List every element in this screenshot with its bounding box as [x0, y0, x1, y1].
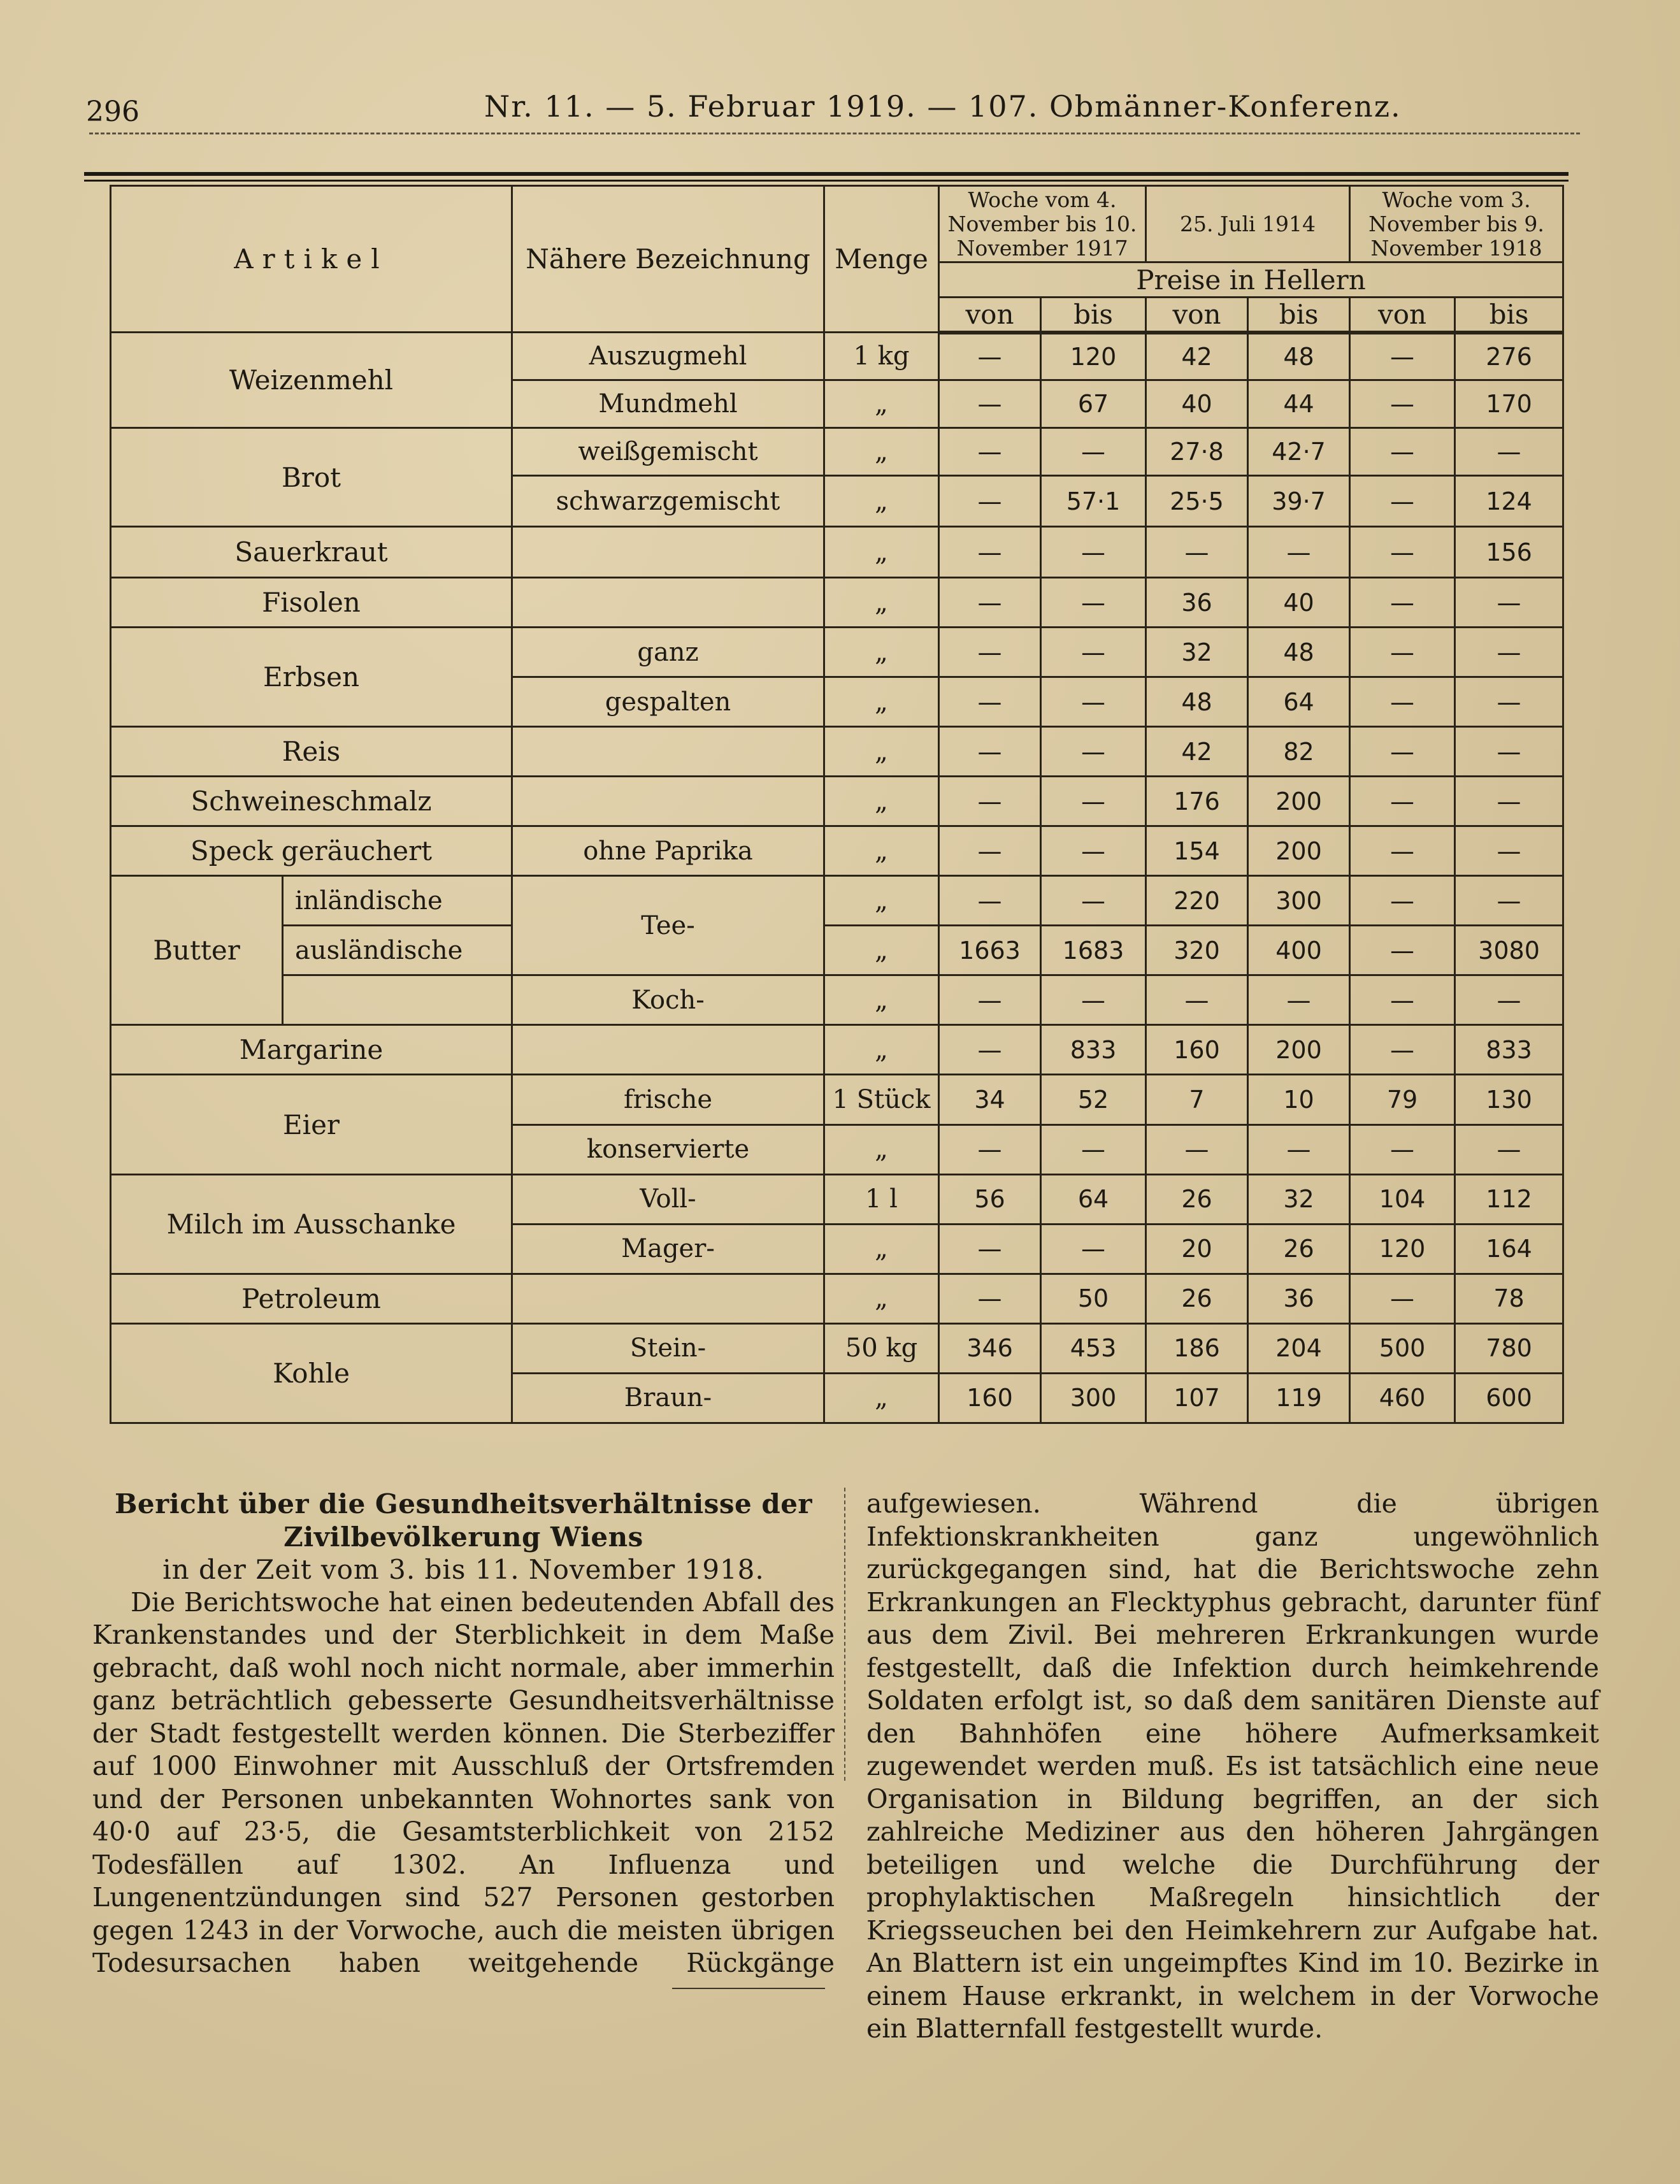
table-row — [111, 876, 1563, 926]
price-cell: — — [1350, 926, 1455, 975]
table-row — [111, 578, 1563, 628]
quantity-cell: „ — [824, 380, 939, 428]
header-bis: bis — [1248, 298, 1350, 333]
price-cell: 300 — [1041, 1373, 1146, 1423]
price-cell: 39·7 — [1248, 476, 1350, 527]
price-cell: — — [1350, 527, 1455, 578]
price-cell: 130 — [1455, 1075, 1563, 1124]
price-cell: — — [939, 876, 1041, 926]
price-cell: 50 — [1041, 1274, 1146, 1323]
table-row — [111, 1075, 1563, 1124]
price-cell: 220 — [1146, 876, 1248, 926]
header-period-1918: Woche vom 3. November bis 9. November 1918 — [1350, 186, 1563, 262]
price-cell: 42 — [1146, 727, 1248, 777]
quantity-cell: „ — [824, 727, 939, 777]
quantity-cell: „ — [824, 826, 939, 876]
page-number: 296 — [86, 96, 140, 128]
price-cell: — — [1350, 1025, 1455, 1075]
price-cell: 119 — [1248, 1373, 1350, 1423]
price-cell: — — [1350, 975, 1455, 1025]
price-cell: — — [1350, 876, 1455, 926]
table-row — [111, 777, 1563, 826]
column-divider — [844, 1488, 845, 1781]
price-cell: 112 — [1455, 1174, 1563, 1224]
price-cell: — — [1455, 876, 1563, 926]
header-bis: bis — [1455, 298, 1563, 333]
price-cell: — — [1350, 1274, 1455, 1323]
report-paragraph-right: aufgewiesen. Während die übrigen Infektionskrankheiten ganz ungewöhnlich zurückgegangen sind, hat die Berichtswoche zehn Erkrankungen an Flecktyphus gebracht, darunter fünf aus dem Zivil. Bei mehreren Erkrankungen wurde festgestellt, daß die Infektion durch heimkehrende Soldaten erfolgt ist, so daß dem sanitären Dienste auf den Bahnhöfen eine höhere Aufmerksamkeit zugewendet werden muß. Es ist tatsächlich eine neue Organisation in Bildung begriffen, an der sich zahlreiche Mediziner aus den höheren Jahrgängen beteiligen und welche die Durchführung der prophylaktischen Maßregeln hinsichtlich der Kriegsseuchen bei den Heimkehrern zur Aufgabe hat. An Blattern ist ein ungeimpftes Kind im 10. Bezirke in einem Hause erkrankt, in welchem in der Vorwoche ein Blatternfall festgestellt wurde. — [866, 1488, 1599, 2044]
price-cell: — — [1350, 333, 1455, 380]
description-cell — [512, 777, 824, 826]
price-cell: 104 — [1350, 1174, 1455, 1224]
price-cell: 200 — [1248, 1025, 1350, 1075]
quantity-cell: „ — [824, 527, 939, 578]
price-cell: 78 — [1455, 1274, 1563, 1323]
price-cell: — — [1350, 677, 1455, 727]
price-cell: — — [939, 527, 1041, 578]
price-cell: 82 — [1248, 727, 1350, 777]
price-cell: — — [939, 677, 1041, 727]
price-cell: 48 — [1146, 677, 1248, 727]
price-cell: 64 — [1248, 677, 1350, 727]
quantity-cell: „ — [824, 1025, 939, 1075]
report-title: Bericht über die Gesundheitsverhältnisse der Zivilbevölkerung Wiens — [114, 1488, 813, 1553]
price-cell: — — [1455, 777, 1563, 826]
price-cell: — — [939, 777, 1041, 826]
price-cell: 186 — [1146, 1323, 1248, 1373]
price-cell: — — [1350, 1124, 1455, 1174]
price-cell: — — [939, 1274, 1041, 1323]
price-cell: — — [1455, 628, 1563, 677]
quantity-cell: „ — [824, 1373, 939, 1423]
price-cell: 44 — [1248, 380, 1350, 428]
description-cell — [512, 1025, 824, 1075]
price-cell: — — [939, 975, 1041, 1025]
table-row — [111, 1025, 1563, 1075]
price-cell: 52 — [1041, 1075, 1146, 1124]
end-rule — [672, 1988, 825, 1989]
page-header — [0, 83, 1680, 134]
description-cell: schwarzgemischt — [512, 476, 824, 527]
description-cell: konservierte — [512, 1124, 824, 1174]
price-cell: — — [1041, 628, 1146, 677]
subcategory-cell: ausländische — [283, 926, 512, 975]
article-cell: Erbsen — [111, 628, 512, 727]
description-cell — [512, 727, 824, 777]
table-row — [111, 826, 1563, 876]
quantity-cell: „ — [824, 476, 939, 527]
price-cell: 79 — [1350, 1075, 1455, 1124]
article-cell: Reis — [111, 727, 512, 777]
price-cell: 160 — [939, 1373, 1041, 1423]
price-table-section — [84, 172, 1569, 1427]
table-row — [111, 975, 1563, 1025]
price-cell: 34 — [939, 1075, 1041, 1124]
price-cell: 200 — [1248, 777, 1350, 826]
price-cell: — — [1350, 380, 1455, 428]
price-cell: 156 — [1455, 527, 1563, 578]
price-cell: 833 — [1041, 1025, 1146, 1075]
description-cell: Stein- — [512, 1323, 824, 1373]
price-cell: 453 — [1041, 1323, 1146, 1373]
table-row — [111, 1174, 1563, 1224]
price-cell: — — [1350, 428, 1455, 476]
article-cell: Eier — [111, 1075, 512, 1174]
header-rule — [89, 133, 1580, 134]
description-cell: Koch- — [512, 975, 824, 1025]
article-cell: Kohle — [111, 1323, 512, 1423]
price-cell: 500 — [1350, 1323, 1455, 1373]
header-bezeichnung: Nähere Bezeichnung — [512, 186, 824, 333]
running-head: Nr. 11. — 5. Februar 1919. — 107. Obmänner-Konferenz. — [484, 89, 1402, 124]
price-cell: — — [939, 578, 1041, 628]
price-cell: — — [1455, 826, 1563, 876]
article-cell: Margarine — [111, 1025, 512, 1075]
price-table — [110, 185, 1564, 1424]
article-cell: Speck geräuchert — [111, 826, 512, 876]
price-cell: — — [1041, 578, 1146, 628]
quantity-cell: 1 l — [824, 1174, 939, 1224]
price-cell: 27·8 — [1146, 428, 1248, 476]
article-cell: Schweineschmalz — [111, 777, 512, 826]
article-cell: Fisolen — [111, 578, 512, 628]
price-cell: — — [1350, 628, 1455, 677]
price-cell: — — [1455, 975, 1563, 1025]
price-cell: 32 — [1248, 1174, 1350, 1224]
price-cell: 32 — [1146, 628, 1248, 677]
price-cell: 120 — [1041, 333, 1146, 380]
table-row — [111, 1323, 1563, 1373]
price-cell: 36 — [1248, 1274, 1350, 1323]
quantity-cell: „ — [824, 1124, 939, 1174]
description-cell — [512, 1274, 824, 1323]
price-cell: — — [1041, 527, 1146, 578]
price-cell: — — [1146, 975, 1248, 1025]
article-cell: Brot — [111, 428, 512, 527]
price-cell: — — [939, 1124, 1041, 1174]
price-cell: — — [1350, 777, 1455, 826]
price-cell: — — [939, 476, 1041, 527]
price-cell: 176 — [1146, 777, 1248, 826]
price-cell: 833 — [1455, 1025, 1563, 1075]
price-cell: — — [1350, 476, 1455, 527]
price-cell: 154 — [1146, 826, 1248, 876]
price-cell: 300 — [1248, 876, 1350, 926]
description-cell — [512, 578, 824, 628]
price-cell: 160 — [1146, 1025, 1248, 1075]
price-cell: — — [1248, 975, 1350, 1025]
header-preise: Preise in Hellern — [939, 262, 1563, 298]
price-cell: 346 — [939, 1323, 1041, 1373]
price-cell: — — [1041, 677, 1146, 727]
price-cell: — — [1455, 677, 1563, 727]
price-cell: — — [939, 333, 1041, 380]
price-cell: 48 — [1248, 333, 1350, 380]
description-cell: ohne Paprika — [512, 826, 824, 876]
article-cell: Butter — [111, 876, 283, 1025]
price-cell: 36 — [1146, 578, 1248, 628]
price-cell: 320 — [1146, 926, 1248, 975]
price-cell: 107 — [1146, 1373, 1248, 1423]
description-cell: weißgemischt — [512, 428, 824, 476]
price-cell: 25·5 — [1146, 476, 1248, 527]
price-cell: — — [939, 727, 1041, 777]
price-cell: 200 — [1248, 826, 1350, 876]
description-cell: Mager- — [512, 1224, 824, 1274]
price-cell: 26 — [1146, 1174, 1248, 1224]
quantity-cell: „ — [824, 926, 939, 975]
price-cell: — — [939, 380, 1041, 428]
quantity-cell: „ — [824, 1224, 939, 1274]
description-cell: Voll- — [512, 1174, 824, 1224]
price-cell: 460 — [1350, 1373, 1455, 1423]
report-paragraph-left: Die Berichtswoche hat einen bedeutenden Abfall des Krankenstandes und der Sterblichkeit in dem Maße gebracht, daß wohl noch nicht normale, aber immerhin ganz beträchtlich gebesserte Gesundheitsverhältnisse der Stadt festgestellt werden können. Die Sterbeziffer auf 1000 Einwohner mit Ausschluß der Ortsfremden und der Personen unbekannten Wohnortes sank von 40·0 auf 23·5, die Gesamtsterblichkeit von 2152 Todesfällen auf 1302. An Influenza und Lungenentzündungen sind 527 Personen gestorben gegen 1243 in der Vorwoche, auch die meisten übrigen Todesursachen haben weitgehende Rückgänge — [92, 1586, 835, 1978]
description-cell: Braun- — [512, 1373, 824, 1423]
article-cell: Sauerkraut — [111, 527, 512, 578]
header-bis: bis — [1041, 298, 1146, 333]
quantity-cell: 1 kg — [824, 333, 939, 380]
table-row — [111, 527, 1563, 578]
price-cell: — — [1041, 975, 1146, 1025]
description-cell: gespalten — [512, 677, 824, 727]
article-cell: Weizenmehl — [111, 333, 512, 428]
header-period-1914: 25. Juli 1914 — [1146, 186, 1350, 262]
table-row — [111, 428, 1563, 476]
report-right-column — [866, 1488, 1599, 2046]
price-cell: — — [1350, 727, 1455, 777]
quantity-cell: „ — [824, 578, 939, 628]
quantity-cell: „ — [824, 628, 939, 677]
price-cell: — — [939, 428, 1041, 476]
quantity-cell: „ — [824, 428, 939, 476]
price-cell: — — [1146, 527, 1248, 578]
subcategory-cell: inländische — [283, 876, 512, 926]
price-cell: — — [939, 1224, 1041, 1274]
table-row — [111, 926, 1563, 975]
price-cell: 124 — [1455, 476, 1563, 527]
report-left-column — [92, 1488, 835, 1980]
price-cell: — — [1248, 1124, 1350, 1174]
header-von: von — [1146, 298, 1248, 333]
table-row — [111, 333, 1563, 380]
price-cell: 780 — [1455, 1323, 1563, 1373]
table-top-rule — [84, 172, 1569, 176]
price-cell: 1683 — [1041, 926, 1146, 975]
price-cell: — — [1455, 727, 1563, 777]
price-cell: — — [1248, 527, 1350, 578]
price-cell: — — [1146, 1124, 1248, 1174]
description-cell: ganz — [512, 628, 824, 677]
table-row — [111, 628, 1563, 677]
health-report-section — [92, 1488, 1599, 2044]
price-cell: — — [1041, 727, 1146, 777]
table-row — [111, 727, 1563, 777]
description-cell: Auszugmehl — [512, 333, 824, 380]
price-cell: 276 — [1455, 333, 1563, 380]
header-artikel: Artikel — [111, 186, 512, 333]
price-cell: 120 — [1350, 1224, 1455, 1274]
header-period-1917: Woche vom 4. November bis 10. November 1917 — [939, 186, 1146, 262]
price-cell: 400 — [1248, 926, 1350, 975]
description-cell: Tee- — [512, 876, 824, 975]
description-cell — [512, 527, 824, 578]
price-cell: 40 — [1248, 578, 1350, 628]
subcategory-cell — [283, 975, 512, 1025]
price-cell: 170 — [1455, 380, 1563, 428]
price-cell: 26 — [1248, 1224, 1350, 1274]
price-cell: — — [939, 1025, 1041, 1075]
price-cell: 164 — [1455, 1224, 1563, 1274]
price-cell: 7 — [1146, 1075, 1248, 1124]
price-cell: 67 — [1041, 380, 1146, 428]
price-cell: 42·7 — [1248, 428, 1350, 476]
report-subtitle: in der Zeit vom 3. bis 11. November 1918. — [162, 1554, 765, 1585]
price-cell: — — [1455, 578, 1563, 628]
price-cell: — — [1041, 1124, 1146, 1174]
price-cell: 57·1 — [1041, 476, 1146, 527]
price-cell: 10 — [1248, 1075, 1350, 1124]
price-cell: 20 — [1146, 1224, 1248, 1274]
price-cell: 42 — [1146, 333, 1248, 380]
description-cell: frische — [512, 1075, 824, 1124]
price-cell: 3080 — [1455, 926, 1563, 975]
price-cell: — — [1350, 826, 1455, 876]
price-cell: 56 — [939, 1174, 1041, 1224]
header-von: von — [1350, 298, 1455, 333]
description-cell: Mundmehl — [512, 380, 824, 428]
table-top-rule-thin — [84, 180, 1569, 182]
price-cell: — — [939, 826, 1041, 876]
price-cell: — — [1041, 428, 1146, 476]
table-row — [111, 1274, 1563, 1323]
price-cell: 1663 — [939, 926, 1041, 975]
quantity-cell: 50 kg — [824, 1323, 939, 1373]
price-cell: — — [1041, 876, 1146, 926]
price-cell: 600 — [1455, 1373, 1563, 1423]
price-cell: — — [939, 628, 1041, 677]
quantity-cell: „ — [824, 677, 939, 727]
article-cell: Petroleum — [111, 1274, 512, 1323]
price-cell: 40 — [1146, 380, 1248, 428]
price-cell: 204 — [1248, 1323, 1350, 1373]
price-cell: — — [1041, 1224, 1146, 1274]
quantity-cell: „ — [824, 876, 939, 926]
price-cell: — — [1041, 777, 1146, 826]
header-menge: Menge — [824, 186, 939, 333]
quantity-cell: „ — [824, 777, 939, 826]
quantity-cell: „ — [824, 975, 939, 1025]
price-cell: — — [1455, 428, 1563, 476]
price-cell: 48 — [1248, 628, 1350, 677]
article-cell: Milch im Ausschanke — [111, 1174, 512, 1274]
price-cell: — — [1350, 578, 1455, 628]
price-cell: 64 — [1041, 1174, 1146, 1224]
quantity-cell: „ — [824, 1274, 939, 1323]
quantity-cell: 1 Stück — [824, 1075, 939, 1124]
price-cell: 26 — [1146, 1274, 1248, 1323]
header-von: von — [939, 298, 1041, 333]
price-cell: — — [1041, 826, 1146, 876]
price-cell: — — [1455, 1124, 1563, 1174]
